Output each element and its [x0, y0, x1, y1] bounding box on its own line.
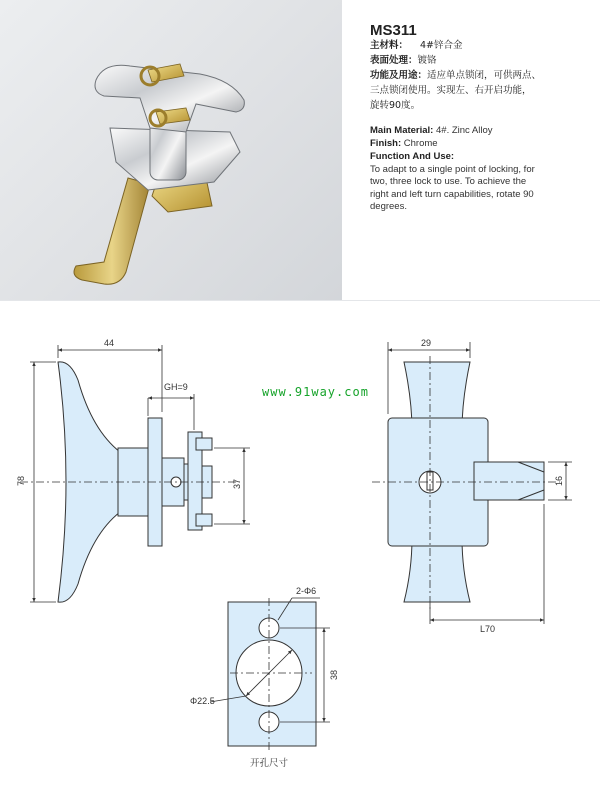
product-info-panel [346, 0, 600, 300]
dim-height: 78 [16, 475, 26, 486]
dim-side-width: 44 [104, 338, 115, 348]
cn-material-value: 4#锌合金 [420, 40, 463, 51]
en-function-line4: degrees. [370, 201, 407, 212]
product-photo [0, 0, 342, 300]
en-function-block [370, 151, 592, 214]
en-function-line3: right and left turn capabilities, rotate 90 [370, 188, 534, 200]
en-finish-row [370, 138, 592, 151]
dim-cam-height: 37 [232, 478, 242, 489]
en-material-row [370, 125, 592, 138]
cn-finish-value: 镀铬 [417, 55, 437, 66]
dim-hole-diameter: Φ22.5 [190, 696, 215, 706]
en-material-label: Main Material: [370, 125, 434, 136]
cn-function-line1: 适应单点锁闭，可供两点、 [427, 70, 542, 81]
dim-gh: GH=9 [164, 382, 188, 392]
dim-cam-width: 16 [554, 475, 564, 486]
lock-photo-illustration [0, 0, 342, 300]
dim-front-width: 29 [421, 338, 432, 348]
en-finish-value: Chrome [403, 138, 438, 149]
en-function-label: Function And Use: [370, 151, 455, 162]
cn-function-line2: 三点锁闭使用。实现左、右开启功能， [370, 85, 532, 96]
cn-material-row [370, 38, 585, 53]
cn-function-block [370, 68, 585, 113]
en-finish-label: Finish: [370, 138, 402, 149]
cn-finish-row [370, 53, 585, 68]
cn-function-line3: 旋转90度。 [370, 100, 421, 111]
cn-material-label: 主材料： [370, 40, 409, 51]
cutout-view [228, 602, 316, 746]
cn-function-label: 功能及用途： [370, 70, 428, 81]
cn-finish-label: 表面处理： [370, 55, 418, 66]
dim-hole-spacing: 38 [329, 669, 339, 680]
technical-drawing [0, 300, 600, 789]
watermark: www.91way.com [262, 385, 369, 399]
en-material-value: 4#. Zinc Alloy [436, 125, 493, 136]
cutout-caption: 开孔尺寸 [250, 758, 289, 769]
dim-hole-spec: 2-Φ6 [296, 586, 317, 596]
en-function-line1: To adapt to a single point of locking, for [370, 163, 535, 175]
en-function-line2: two, three lock to use. To achieve the [370, 176, 527, 187]
dim-cam-length: L70 [480, 624, 496, 634]
product-model: MS311 [370, 22, 417, 39]
